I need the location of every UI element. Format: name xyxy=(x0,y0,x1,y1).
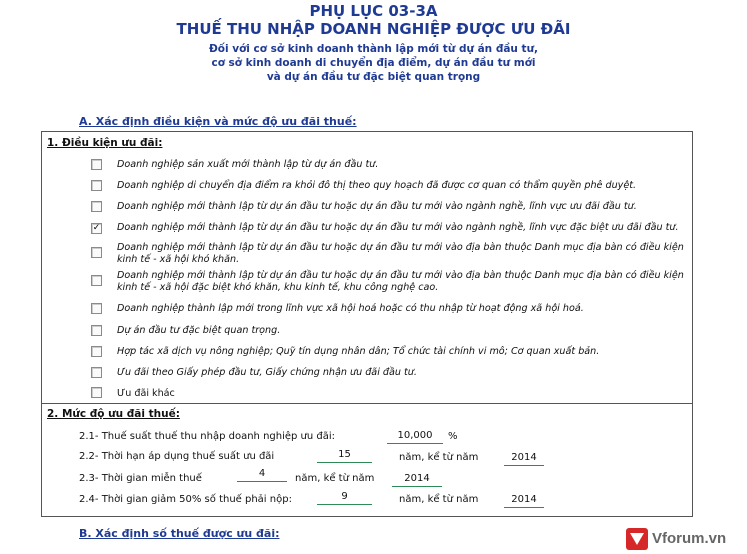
subtitle-line-3: và dự án đầu tư đặc biệt quan trọng xyxy=(266,71,481,83)
reduction-unit: năm, kể từ năm xyxy=(399,494,479,505)
checkbox-condition-6[interactable] xyxy=(91,275,102,286)
condition-label-3: Doanh nghiệp mới thành lập từ dự án đầu tư hoặc dự án đầu tư mới vào ngành nghề, lĩnh vực ưu đãi đầu tư. xyxy=(117,201,637,212)
checkbox-condition-9[interactable] xyxy=(91,346,102,357)
checkbox-condition-3[interactable] xyxy=(91,201,102,212)
period-years-field[interactable]: 15 xyxy=(317,449,372,463)
subtitle-line-2: cơ sở kinh doanh di chuyển địa điểm, dự án đầu tư mới xyxy=(211,57,536,69)
section-a-title: A. Xác định điều kiện và mức độ ưu đãi thuế: xyxy=(79,115,357,128)
period-unit: năm, kể từ năm xyxy=(399,452,479,463)
checkbox-condition-4[interactable]: ✓ xyxy=(92,223,101,233)
checkbox-condition-1[interactable] xyxy=(91,159,102,170)
condition-label-2: Doanh nghiệp di chuyển địa điểm ra khỏi đô thị theo quy hoạch đã được cơ quan có thẩm quyền phê duyệt. xyxy=(117,180,637,191)
condition-label-7: Doanh nghiệp thành lập mới trong lĩnh vực xã hội hoá hoặc có thu nhập từ hoạt động xã hội hoá. xyxy=(117,303,584,314)
page-title: THUẾ THU NHẬP DOANH NGHIỆP ĐƯỢC ƯU ĐÃI xyxy=(176,20,571,38)
checkbox-condition-7[interactable] xyxy=(91,303,102,314)
exemption-label: 2.3- Thời gian miễn thuế xyxy=(79,473,202,484)
condition-label-4: Doanh nghiệp mới thành lập từ dự án đầu tư hoặc dự án đầu tư mới vào ngành nghề, lĩnh vực đặc biệt ưu đãi đầu tư. xyxy=(117,222,679,233)
condition-label-9: Hợp tác xã dịch vụ nông nghiệp; Quỹ tín dụng nhân dân; Tổ chức tài chính vi mô; Cơ quan xuất bản. xyxy=(117,346,600,357)
reduction-years-field[interactable]: 9 xyxy=(317,491,372,505)
reduction-year-field[interactable]: 2014 xyxy=(504,494,544,508)
checkbox-condition-5[interactable] xyxy=(91,247,102,258)
conditions-title: 1. Điều kiện ưu đãi: xyxy=(47,137,163,149)
vforum-logo-icon xyxy=(626,528,648,550)
condition-label-6: Doanh nghiệp mới thành lập từ dự án đầu tư hoặc dự án đầu tư mới vào địa bàn thuộc Danh mục địa bàn có điều kiện kinh tế - xã hội đặc biệt khó khăn, khu kinh tế, khu công nghệ cao. xyxy=(117,270,684,293)
checkbox-condition-10[interactable] xyxy=(91,367,102,378)
condition-label-5: Doanh nghiệp mới thành lập từ dự án đầu tư hoặc dự án đầu tư mới vào địa bàn thuộc Danh mục địa bàn có điều kiện kinh tế - xã hội khó khăn. xyxy=(117,242,684,265)
checkbox-condition-8[interactable] xyxy=(91,325,102,336)
levels-title: 2. Mức độ ưu đãi thuế: xyxy=(47,408,180,420)
reduction-label: 2.4- Thời gian giảm 50% số thuế phải nộp: xyxy=(79,494,292,505)
checkbox-condition-11[interactable] xyxy=(91,387,102,398)
condition-label-1: Doanh nghiệp sản xuất mới thành lập từ dự án đầu tư. xyxy=(117,159,379,170)
levels-panel xyxy=(41,403,693,517)
period-label: 2.2- Thời hạn áp dụng thuế suất ưu đãi xyxy=(79,451,275,462)
exemption-unit: năm, kể từ năm xyxy=(295,473,375,484)
exemption-year-field[interactable]: 2014 xyxy=(392,473,442,487)
condition-label-11: Ưu đãi khác xyxy=(117,388,175,399)
tax-rate-field[interactable]: 10,000 xyxy=(387,430,443,444)
tax-rate-unit: % xyxy=(448,431,458,442)
appendix-label: PHỤ LỤC 03-3A xyxy=(309,2,438,20)
condition-label-8: Dự án đầu tư đặc biệt quan trọng. xyxy=(117,325,281,336)
tax-rate-label: 2.1- Thuế suất thuế thu nhập doanh nghiệp ưu đãi: xyxy=(79,431,336,442)
subtitle-line-1: Đối với cơ sở kinh doanh thành lập mới từ dự án đầu tư, xyxy=(208,43,539,55)
watermark-text: Vforum.vn xyxy=(652,530,727,547)
exemption-years-field[interactable]: 4 xyxy=(237,468,287,482)
period-year-field[interactable]: 2014 xyxy=(504,452,544,466)
vforum-watermark xyxy=(626,528,744,552)
section-b-title: B. Xác định số thuế được ưu đãi: xyxy=(79,527,280,540)
condition-label-10: Ưu đãi theo Giấy phép đầu tư, Giấy chứng nhận ưu đãi đầu tư. xyxy=(117,367,417,378)
conditions-panel xyxy=(41,131,693,405)
checkbox-condition-2[interactable] xyxy=(91,180,102,191)
